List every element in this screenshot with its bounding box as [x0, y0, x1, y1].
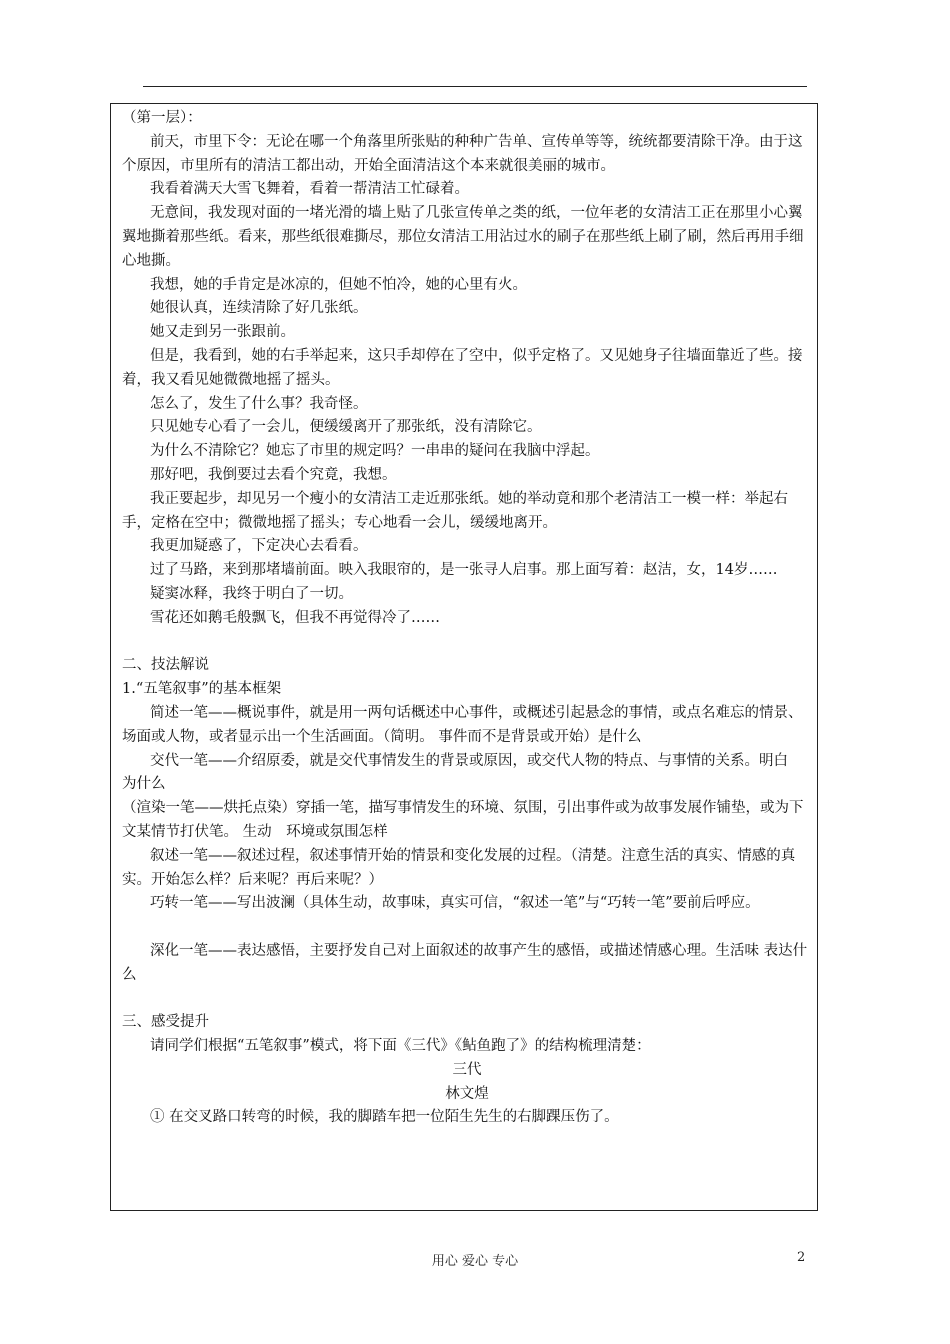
paragraph: 为什么不清除它？她忘了市里的规定吗？一串串的疑问在我脑中浮起。 [150, 443, 600, 460]
paragraph: 但是，我看到，她的右手举起来，这只手却停在了空中，似乎定格了。又见她身子往墙面靠近了些。接着，我又看见她微微地摇了摇头。 [122, 347, 803, 388]
story-author: 林文煌 [445, 1085, 489, 1102]
paragraph: 深化一笔——表达感悟，主要抒发自己对上面叙述的故事产生的感悟，或描述情感心理。生活味 表达什么 [122, 942, 808, 983]
paragraph: 那好吧，我倒要过去看个究竟，我想。 [150, 466, 397, 483]
paragraph: 我正要起步，却见另一个瘦小的女清洁工走近那张纸。她的举动竟和那个老清洁工一模一样：举起右手，定格在空中；微微地摇了摇头；专心地看一会儿，缓缓地离开。 [122, 490, 788, 531]
subsection-heading: 1.“五笔叙事”的基本框架 [122, 681, 282, 698]
document-body [122, 107, 812, 1130]
paragraph: 怎么了，发生了什么事？我奇怪。 [150, 395, 368, 412]
paragraph: 叙述一笔——叙述过程，叙述事情开始的情景和变化发展的过程。（清楚。注意生活的真实、情感的真实。开始怎么样？后来呢？再后来呢？） [122, 847, 796, 888]
paragraph: 请同学们根据“五笔叙事”模式，将下面《三代》《鲇鱼跑了》的结构梳理清楚： [150, 1038, 651, 1055]
paragraph: 她又走到另一张跟前。 [150, 324, 295, 341]
paragraph: 巧转一笔——写出波澜（具体生动，故事味，真实可信，“叙述一笔”与“巧转一笔”要前后呼应。 [150, 895, 760, 912]
section-heading: 二、技法解说 [122, 657, 209, 674]
paragraph: 过了马路，来到那堵墙前面。映入我眼帘的，是一张寻人启事。那上面写着：赵洁，女，14岁…… [150, 562, 778, 579]
footer-motto: 用心 爱心 专心 [431, 1254, 519, 1269]
page-number: 2 [797, 1250, 806, 1265]
story-title: 三代 [452, 1061, 482, 1078]
paragraph: 交代一笔——介绍原委，就是交代事情发生的背景或原因，或交代人物的特点、与事情的关系。明白 为什么 [122, 752, 803, 793]
header-rule [143, 86, 807, 87]
section-label: （第一层）： [122, 110, 202, 126]
paragraph: 雪花还如鹅毛般飘飞，但我不再觉得冷了…… [150, 609, 440, 626]
paragraph: 我想，她的手肯定是冰凉的，但她不怕冷，她的心里有火。 [150, 276, 527, 293]
paragraph: （渲染一笔——烘托点染）穿插一笔，描写事情发生的环境、氛围，引出事件或为故事发展作铺垫，或为下文某情节打伏笔。 生动 环境或氛围怎样 [122, 800, 804, 840]
paragraph: 疑窦冰释，我终于明白了一切。 [150, 585, 353, 602]
section-heading: 三、感受提升 [122, 1014, 209, 1031]
paragraph: 无意间，我发现对面的一堵光滑的墙上贴了几张宣传单之类的纸，一位年老的女清洁工正在那里小心翼翼地撕着那些纸。看来，那些纸很难撕尽，那位女清洁工用沾过水的刷子在那些纸上刷了刷，然后再用手细心地撕。 [122, 205, 804, 269]
paragraph: ① 在交叉路口转弯的时候，我的脚踏车把一位陌生先生的右脚踝压伤了。 [150, 1109, 619, 1126]
paragraph: 前天，市里下令：无论在哪一个角落里所张贴的种种广告单、宣传单等等，统统都要清除干净。由于这个原因，市里所有的清洁工都出动，开始全面清洁这个本来就很美丽的城市。 [122, 133, 803, 174]
paragraph: 我更加疑惑了，下定决心去看看。 [150, 538, 368, 555]
paragraph: 我看着满天大雪飞舞着，看着一帮清洁工忙碌着。 [150, 181, 469, 198]
paragraph: 她很认真，连续清除了好几张纸。 [150, 300, 368, 317]
paragraph: 简述一笔——概说事件，就是用一两句话概述中心事件，或概述引起悬念的事情，或点名难忘的情景、场面或人物，或者显示出一个生活画面。（简明。 事件而不是背景或开始）是什么 [122, 704, 803, 745]
paragraph: 只见她专心看了一会儿，便缓缓离开了那张纸，没有清除它。 [150, 419, 542, 436]
